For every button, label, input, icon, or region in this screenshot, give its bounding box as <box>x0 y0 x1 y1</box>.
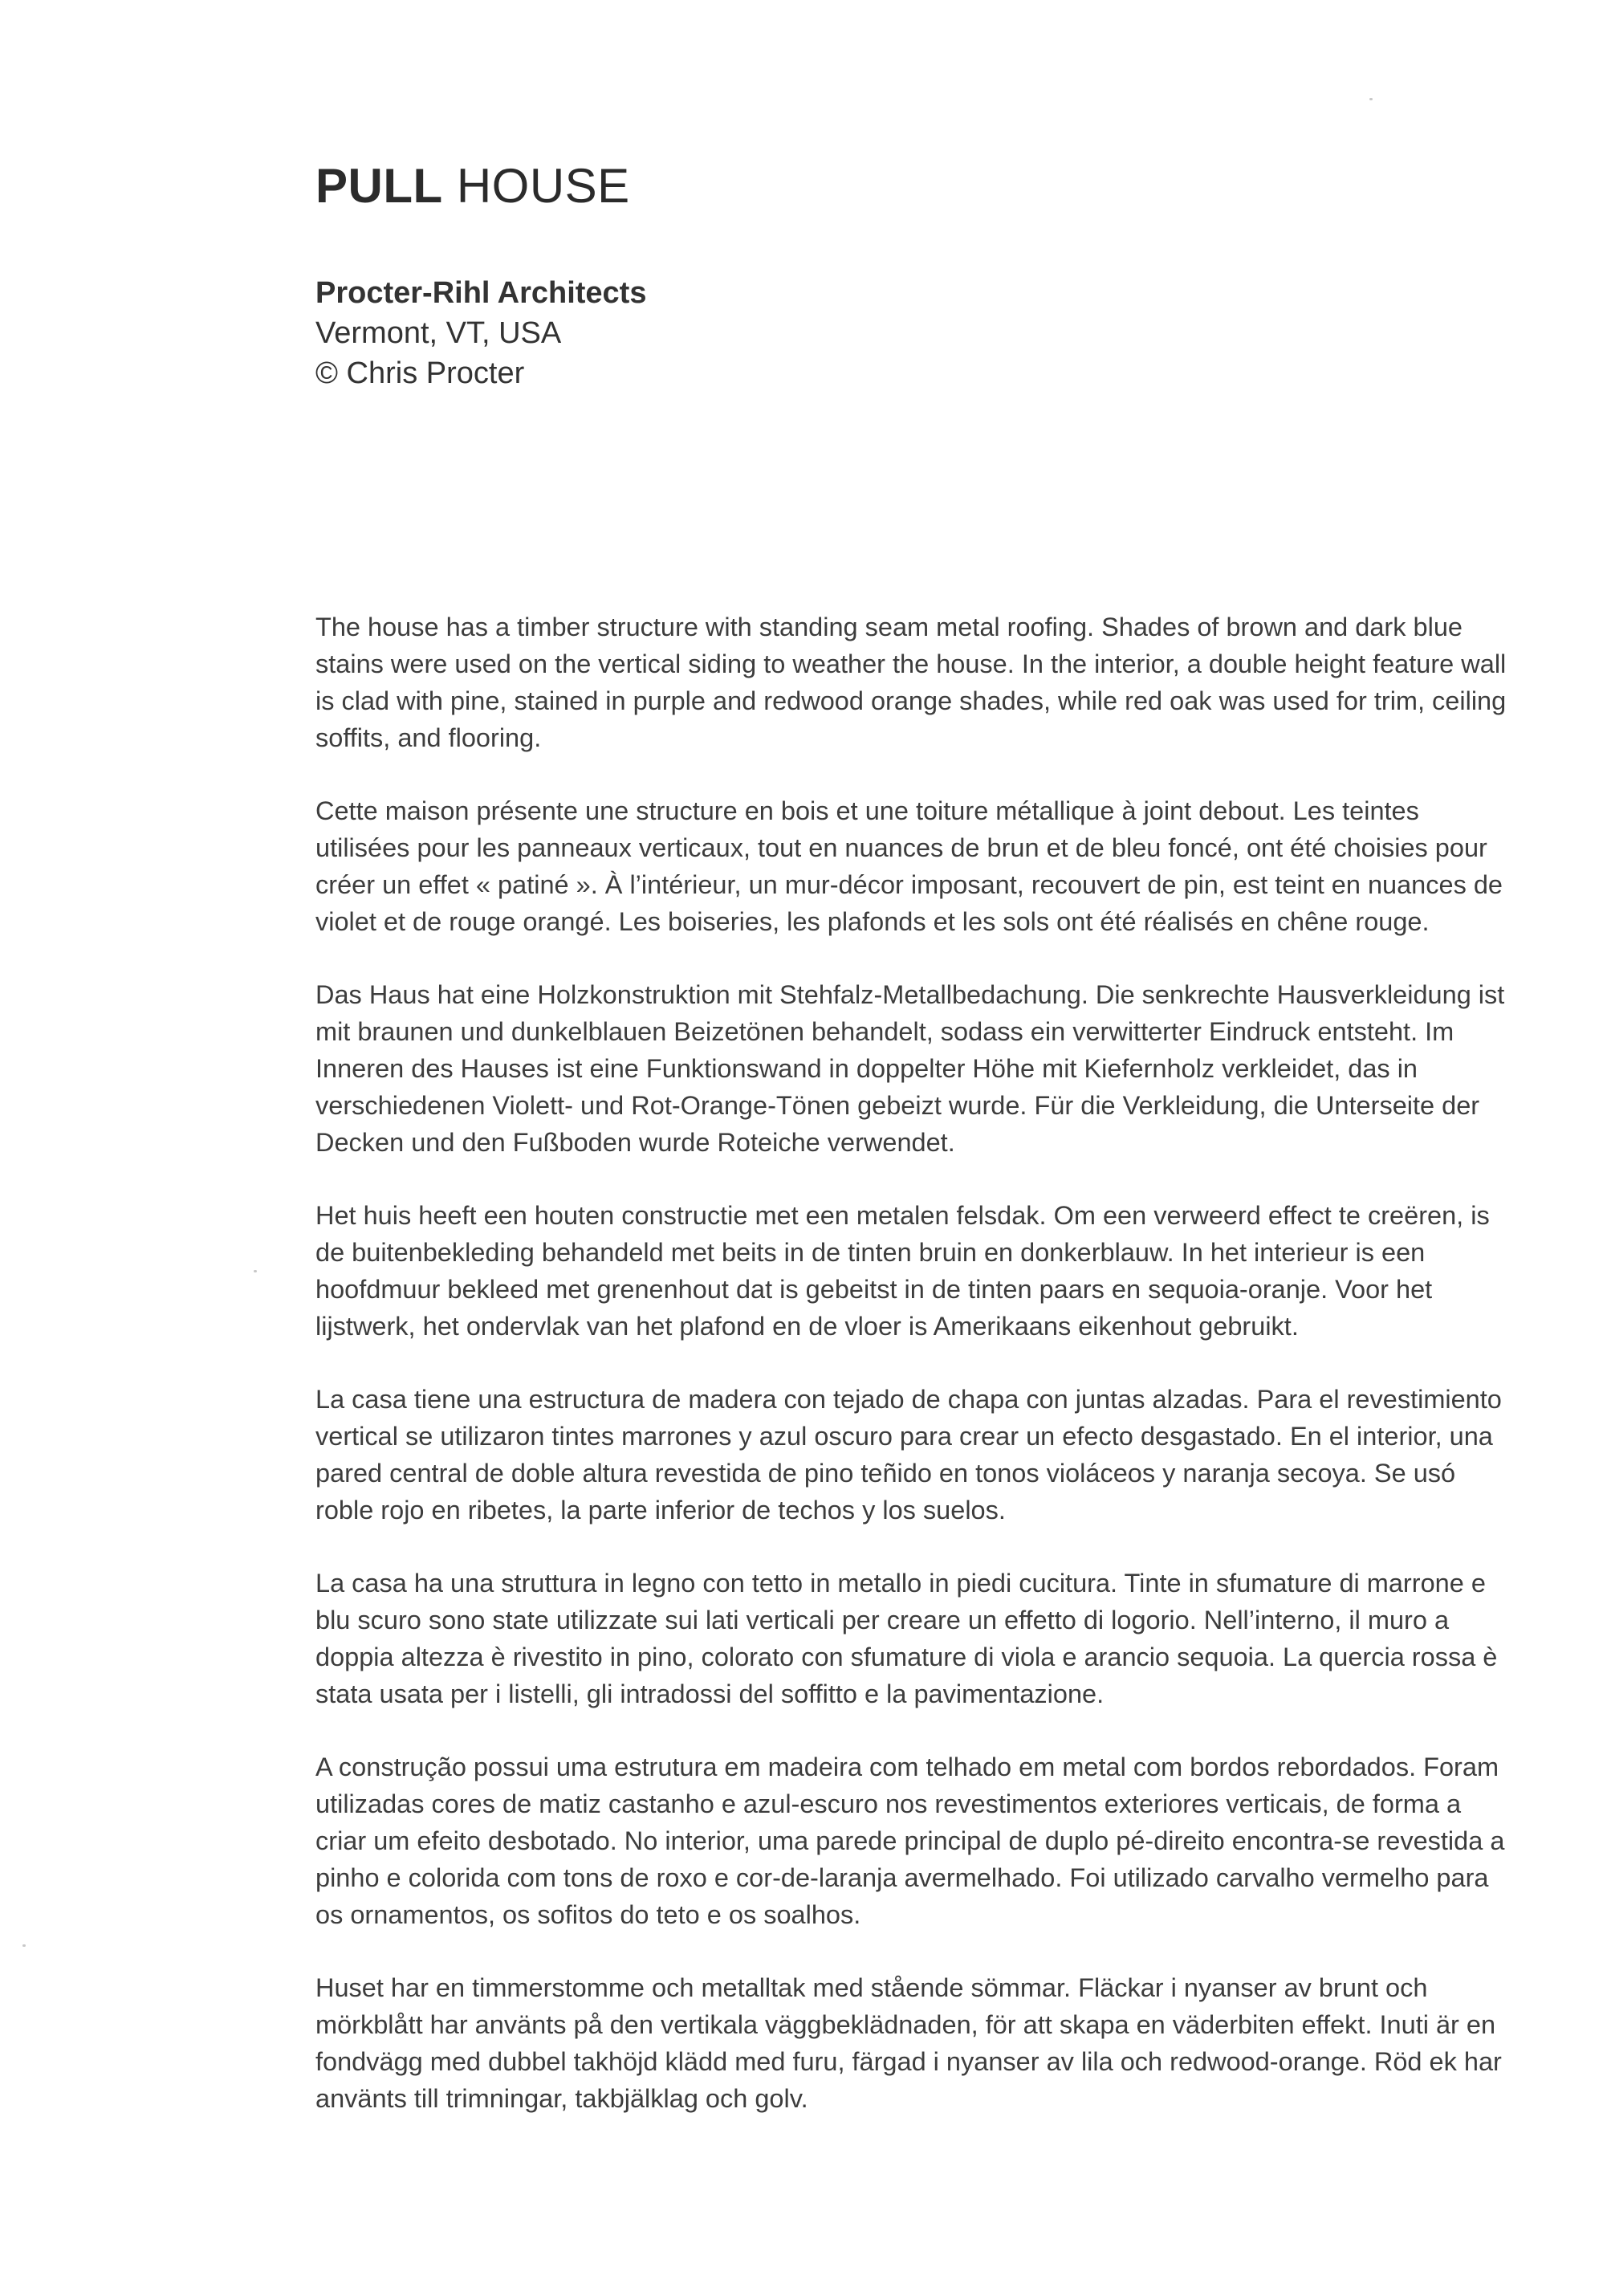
photo-credit: © Chris Procter <box>315 356 525 390</box>
title-bold: PULL <box>315 159 443 213</box>
scan-speck <box>254 1270 257 1272</box>
body-text <box>315 609 1511 2153</box>
architect-name: Procter-Rihl Architects <box>315 276 647 310</box>
paragraph-dutch: Het huis heeft een houten constructie met een metalen felsdak. Om een verweerd effect te creëren, is de buitenbekleding behandeld met beits in de tinten bruin en donkerblauw. In het interieur is een hoofdmuur bekleed met grenenhout dat is gebeitst in de tinten paars en sequoia-oranje. Voor het lijstwerk, het ondervlak van het plafond en de vloer is Amerikaans eikenhout gebruikt. <box>315 1201 1490 1341</box>
title-regular: HOUSE <box>442 159 630 213</box>
project-location: Vermont, VT, USA <box>315 316 562 350</box>
paragraph-italian: La casa ha una struttura in legno con tetto in metallo in piedi cucitura. Tinte in sfumature di marrone e blu scuro sono state utilizzate sui lati verticali per creare un effetto di logorio. Nell’interno, il muro a doppia altezza è rivestito in pino, colorato con sfumature di viola e arancio sequoia. La quercia rossa è stata usata per i listelli, gli intradossi del soffitto e la pavimentazione. <box>315 1569 1498 1708</box>
paragraph-english: The house has a timber structure with standing seam metal roofing. Shades of brown and dark blue stains were used on the vertical siding to weather the house. In the interior, a double height feature wall is clad with pine, stained in purple and redwood orange shades, while red oak was used for trim, ceiling soffits, and flooring. <box>315 613 1507 752</box>
paragraph-portuguese: A construção possui uma estrutura em madeira com telhado em metal com bordos rebordados. Foram utilizadas cores de matiz castanho e azul-escuro nos revestimentos exteriores verticais, de forma a criar um efeito desbotado. No interior, uma parede principal de duplo pé-direito encontra-se revestida a pinho e colorida com tons de roxo e cor-de-laranja avermelhado. Foi utilizado carvalho vermelho para os ornamentos, os sofitos do teto e os soalhos. <box>315 1753 1505 1929</box>
paragraph-swedish: Huset har en timmerstomme och metalltak med stående sömmar. Fläckar i nyanser av brunt och mörkblått har använts på den vertikala väggbeklädnaden, för att skapa en väderbiten effekt. Inuti är en fondvägg med dubbel takhöjd klädd med furu, färgad i nyanser av lila och redwood-orange. Röd ek har använts till trimningar, takbjälklag och golv. <box>315 1973 1502 2113</box>
credits-block <box>315 273 646 393</box>
paragraph-spanish: La casa tiene una estructura de madera con tejado de chapa con juntas alzadas. Para el revestimiento vertical se utilizaron tintes marrones y azul oscuro para crear un efecto desgastado. En el interior, una pared central de doble altura revestida de pino teñido en tonos violáceos y naranja secoya. Se usó roble rojo en ribetes, la parte inferior de techos y los suelos. <box>315 1385 1502 1525</box>
page-title <box>315 157 630 215</box>
scan-speck <box>22 1944 26 1947</box>
paragraph-french: Cette maison présente une structure en bois et une toiture métallique à joint debout. Les teintes utilisées pour les panneaux verticaux, tout en nuances de brun et de bleu foncé, ont été choisies pour créer un effet « patiné ». À l’intérieur, un mur-décor imposant, recouvert de pin, est teint en nuances de violet et de rouge orangé. Les boiseries, les plafonds et les sols ont été réalisés en chêne rouge. <box>315 796 1503 936</box>
paragraph-german: Das Haus hat eine Holzkonstruktion mit Stehfalz-Metallbedachung. Die senkrechte Hausverkleidung ist mit braunen und dunkelblauen Beizetönen behandelt, sodass ein verwitterter Eindruck entsteht. Im Inneren des Hauses ist eine Funktionswand in doppelter Höhe mit Kiefernholz verkleidet, das in verschiedenen Violett- und Rot-Orange-Tönen gebeizt wurde. Für die Verkleidung, die Unterseite der Decken und den Fußboden wurde Roteiche verwendet. <box>315 980 1505 1157</box>
scan-speck <box>1369 98 1373 100</box>
